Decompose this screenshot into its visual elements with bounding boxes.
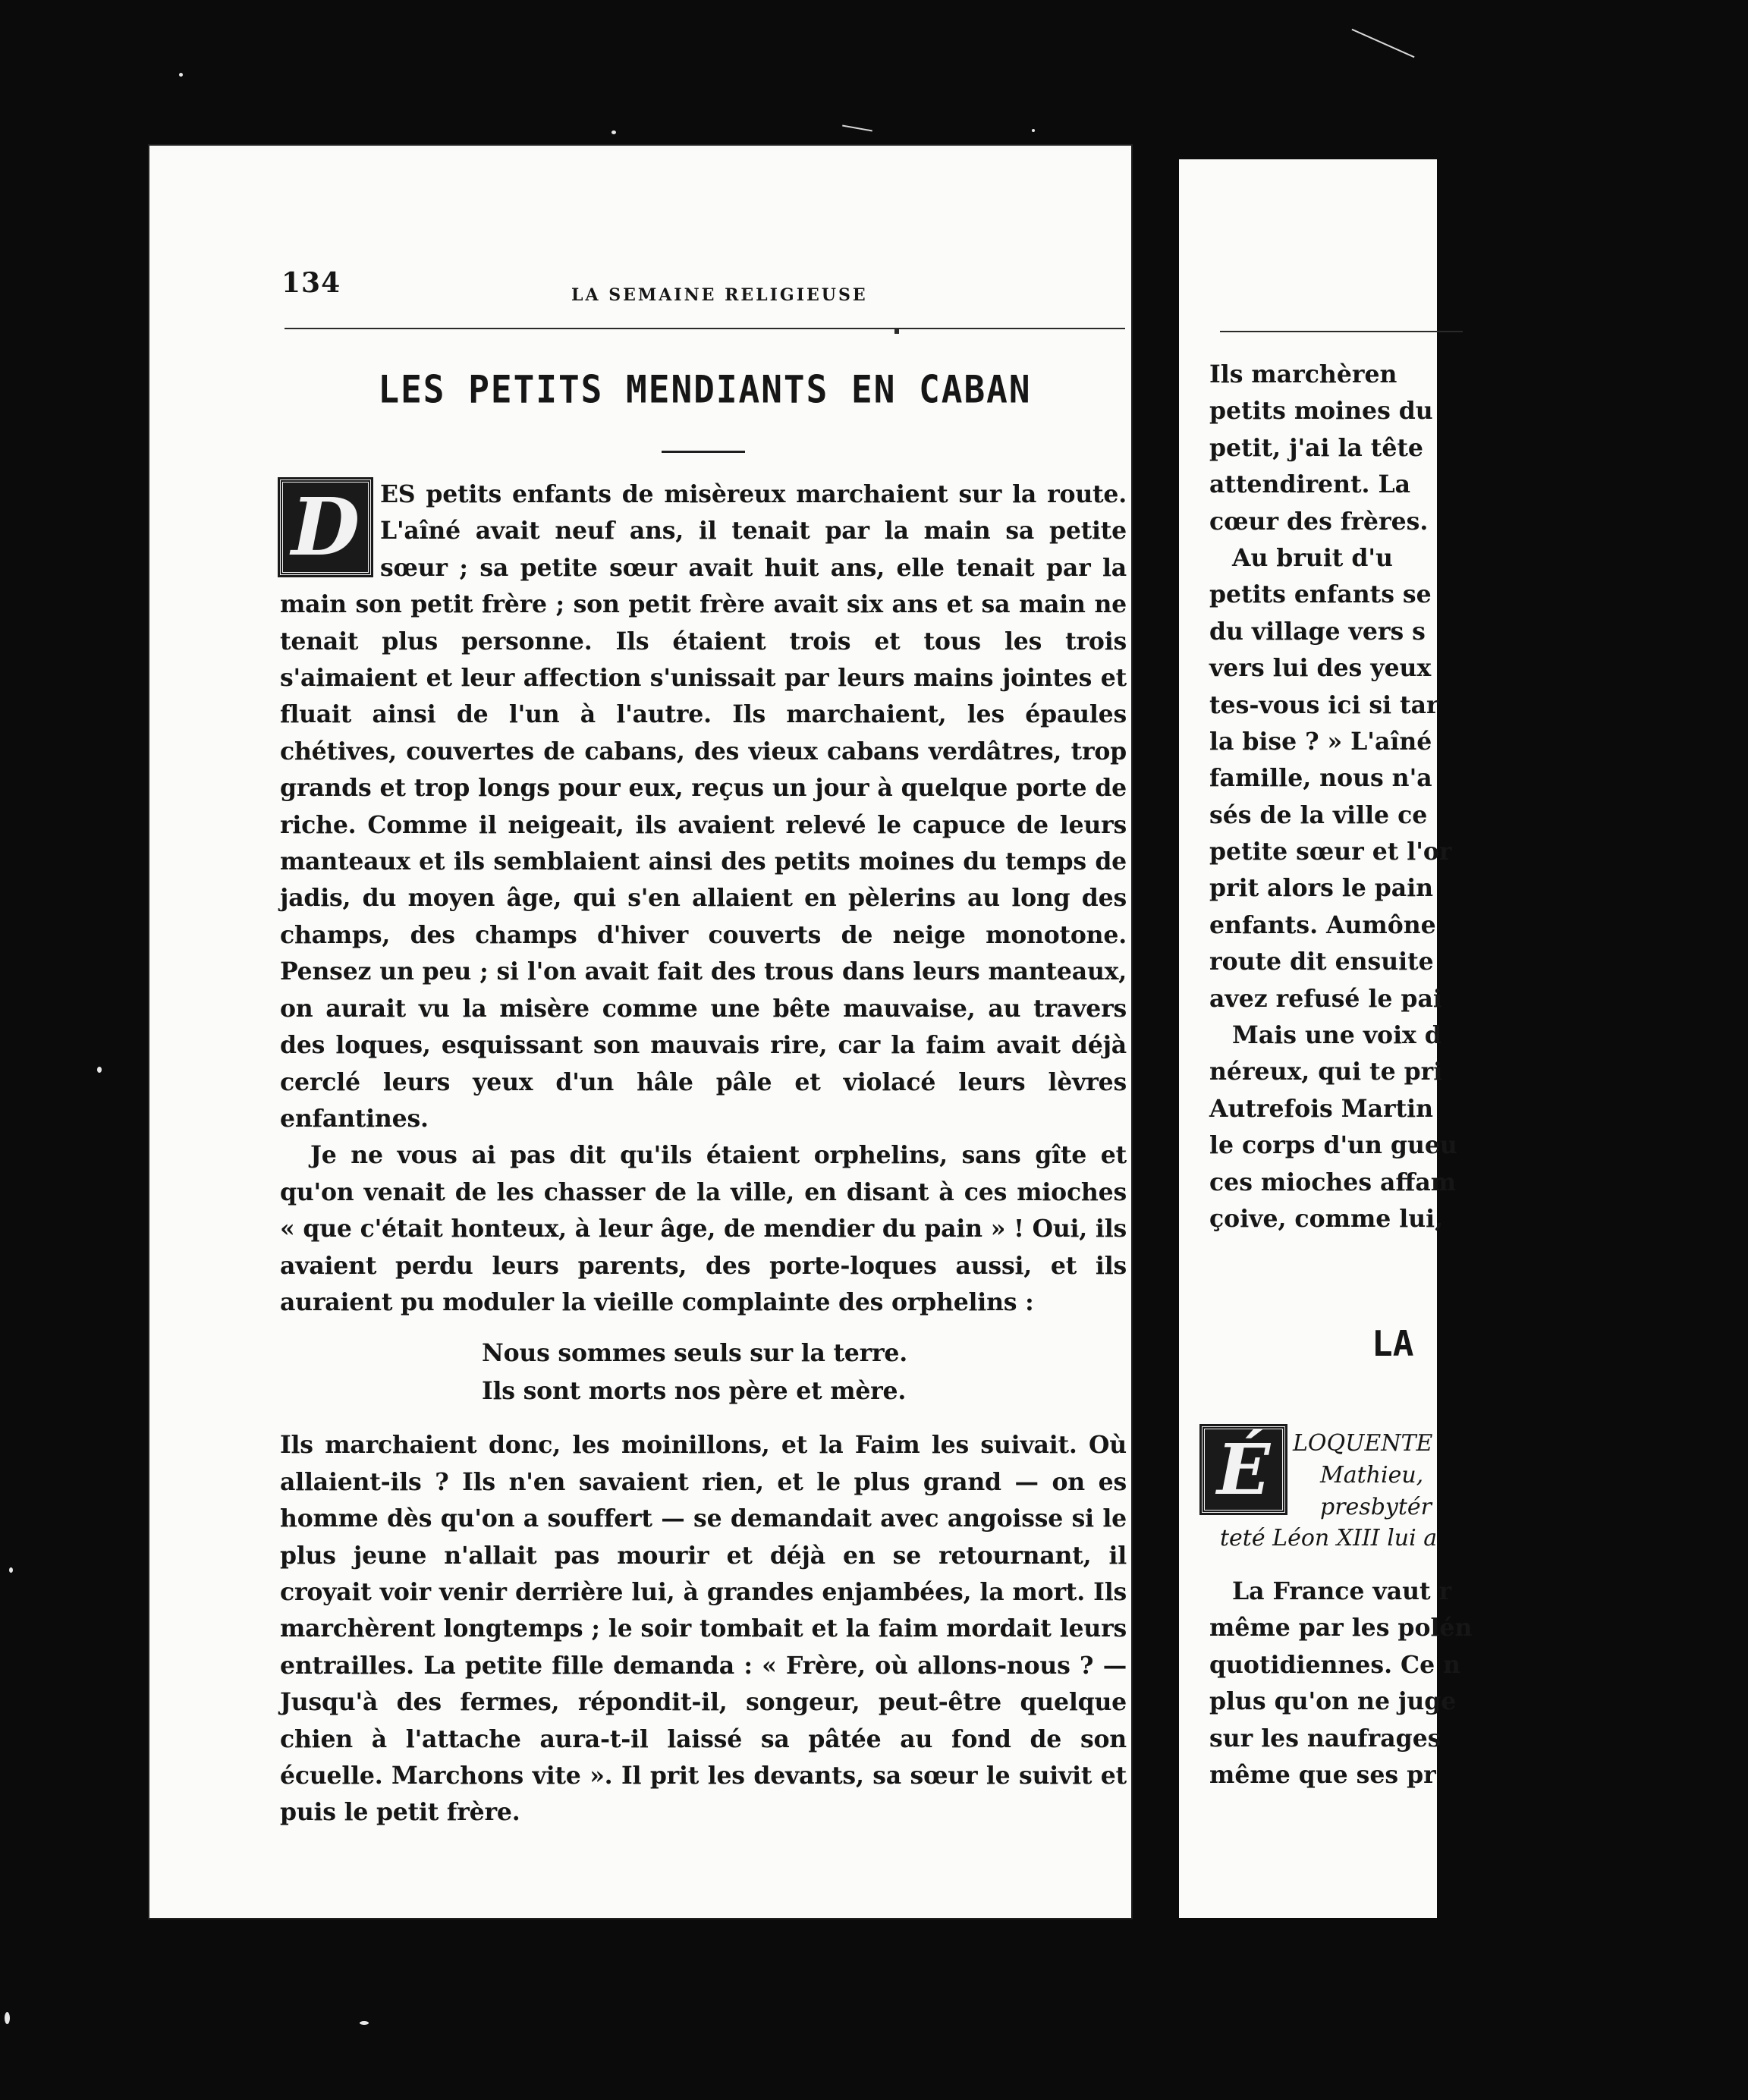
scan-speck (1032, 129, 1035, 132)
intro-line: presbytér (1320, 1494, 1432, 1520)
text-line: ces mioches affam (1209, 1168, 1457, 1196)
next-article-heading: LA (1372, 1323, 1414, 1364)
text-line: le corps d'un gueu (1209, 1131, 1457, 1160)
right-column-text (1209, 357, 1740, 1237)
text-line: la bise ? » L'aîné (1209, 727, 1432, 756)
ornamental-dropcap: D (280, 479, 371, 575)
text-line: famille, nous n'a (1209, 764, 1432, 793)
text-line: Autrefois Martin (1209, 1094, 1434, 1123)
right-body-text (1209, 1573, 1472, 1793)
text-line: La France vaut r (1232, 1577, 1452, 1605)
scan-speck (9, 1567, 13, 1573)
page-number: 134 (281, 267, 341, 299)
article-body (280, 476, 1127, 1831)
text-line: avez refusé le pai (1209, 984, 1442, 1013)
text-line: vers lui des yeux (1209, 654, 1432, 683)
text-line: sés de la ville ce (1209, 800, 1428, 829)
text-line: plus qu'on ne juge (1209, 1687, 1457, 1716)
text-line: du village vers s (1209, 617, 1426, 646)
running-head: LA SEMAINE RELIGIEUSE (571, 285, 868, 305)
text-line: petits moines du (1209, 397, 1433, 426)
text-line: petit, j'ai la tête (1209, 433, 1423, 462)
text-line: néreux, qui te pri (1209, 1058, 1443, 1086)
scan-speck (179, 73, 183, 77)
paragraph-2: Je ne vous ai pas dit qu'ils étaient orphelins, sans gîte et qu'on venait de les chasser de la ville, en disant à ces mioches « que c'était honteux, à leur âge, de mendier du pain » ! Oui, ils avaient perdu leurs parents, des porte-loques aussi, et ils auraient pu moduler la vieille complainte des orphelins : (280, 1141, 1127, 1316)
right-page (1179, 159, 1473, 1918)
verse-quote (280, 1335, 1127, 1410)
paragraph-1: ES petits enfants de misèreux marchaient sur la route. L'aîné avait neuf ans, il tenait par la main sa petite sœur ; sa petite sœur avait huit ans, elle tenait par la main son petit frère ; son petit frère avait six ans et sa main ne tenait plus personne. Ils étaient trois et tous les trois s'aimaient et leur affection s'unissait par leurs mains jointes et fluait ainsi de l'un à l'autre. Ils marchaient, les épaules chétives, couvertes de cabans, des vieux cabans verdâtres, trop grands et trop longs pour eux, reçus un jour à quelque porte de riche. Comme il neigeait, ils avaient relevé le capuce de leurs manteaux et ils semblaient ainsi des petits moines du temps de jadis, du moyen âge, qui s'en allaient en pèlerins au long des champs, des champs d'hiver couverts de neige monotone. Pensez un peu ; si l'on avait fait des trous dans leurs manteaux, on aurait vu la misère comme une bête mauvaise, au travers des loques, esquissant son mauvais rire, car la faim avait déjà cerclé leurs yeux d'un hâle pâle et violacé leurs lèvres enfantines. (280, 480, 1127, 1133)
text-line: tes-vous ici si tar (1209, 690, 1439, 719)
text-line: petite sœur et l'or (1209, 838, 1452, 866)
text-line: sur les naufrages (1209, 1724, 1441, 1753)
text-line: cœur des frères. (1209, 507, 1429, 536)
verse-line: Ils sont morts nos père et mère. (482, 1377, 907, 1406)
scan-speck (97, 1067, 102, 1073)
text-line: Ils marchèren (1209, 360, 1397, 388)
intro-line: Mathieu, (1320, 1462, 1424, 1489)
scan-scratch (1351, 29, 1414, 58)
right-header-rule (1220, 331, 1463, 332)
ornamental-dropcap: É (1202, 1426, 1285, 1513)
text-line: même par les polén (1209, 1614, 1473, 1643)
header-rule (285, 328, 1125, 329)
text-line: Mais une voix d (1232, 1021, 1441, 1050)
italic-intro (1293, 1428, 1748, 1523)
scan-speck (360, 2021, 369, 2025)
verse-line: Nous sommes seuls sur la terre. (482, 1339, 908, 1368)
paragraph-3: Ils marchaient donc, les moinillons, et la Faim les suivait. Où allaient-ils ? Ils n'en savaient rien, et le plus grand — on es homme dès qu'on a souffert — se demandait avec angoisse si le plus jeune n'allait pas mourir et déjà en se retournant, il croyait voir venir derrière lui, à grandes enjambées, la mort. Ils marchèrent longtemps ; le soir tombait et la faim mordait leurs entrailles. La petite fille demanda : « Frère, où allons-nous ? — Jusqu'à des fermes, répondit-il, songeur, peut-être quelque chien à l'attache aura-t-il laissé sa pâtée au fond de son écuelle. Marchons vite ». Il prit les devants, sa sœur le suivit et puis le petit frère. (280, 1431, 1127, 1827)
intro-line: LOQUENTE (1293, 1430, 1433, 1457)
scan-scratch (842, 125, 872, 132)
header-rule-dot (894, 328, 899, 334)
scan-speck (611, 130, 616, 134)
text-line: même que ses pr (1209, 1760, 1436, 1789)
text-line: Au bruit d'u (1232, 543, 1393, 572)
intro-line: teté Léon XIII lui a (1220, 1525, 1438, 1551)
text-line: attendirent. La (1209, 470, 1411, 499)
title-rule (662, 451, 745, 453)
article-title: LES PETITS MENDIANTS EN CABAN (378, 366, 1032, 412)
left-page (149, 146, 1131, 1918)
text-line: çoive, comme lui, (1209, 1204, 1444, 1233)
text-line: enfants. Aumône (1209, 910, 1436, 939)
text-line: prit alors le pain (1209, 874, 1434, 903)
text-line: quotidiennes. Ce n (1209, 1650, 1460, 1679)
scan-speck (5, 2012, 10, 2024)
text-line: route dit ensuite (1209, 948, 1434, 976)
text-line: petits enfants se (1209, 580, 1432, 609)
